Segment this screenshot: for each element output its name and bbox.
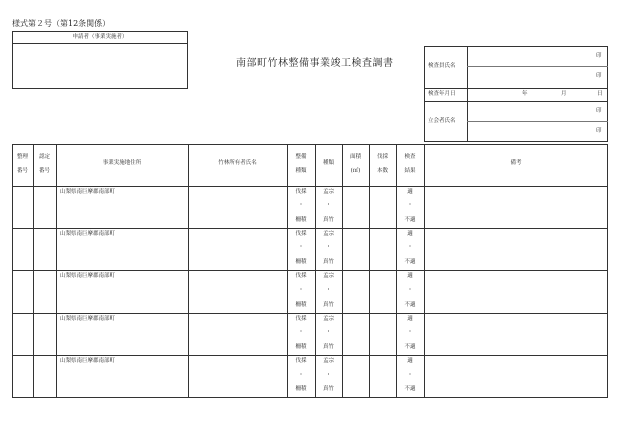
date-label: 検査年月日 xyxy=(428,91,456,97)
row-take-a: 孟宗 xyxy=(322,316,334,322)
header-nintei-1: 認定 xyxy=(38,154,50,160)
row-kensa-a: 適 xyxy=(407,189,413,195)
row-seibi-dot: ・ xyxy=(298,202,304,208)
row-location: 山梨県南巨摩郡南部町 xyxy=(60,273,116,279)
row-take-dot: ・ xyxy=(325,202,332,208)
inspector-label: 検査員氏名 xyxy=(428,63,456,69)
row-seibi-b: 柵積 xyxy=(295,386,307,392)
row-kensa-dot: ・ xyxy=(407,329,413,335)
header-row-bottom xyxy=(12,186,608,187)
col-divider xyxy=(188,144,189,398)
header-seibi-2: 種類 xyxy=(295,168,307,174)
row-take-a: 孟宗 xyxy=(322,358,334,364)
header-area-1: 面積 xyxy=(349,154,361,160)
row-kensa-b: 不適 xyxy=(404,217,416,223)
row-seibi-dot: ・ xyxy=(298,244,304,250)
row-divider xyxy=(12,270,608,271)
applicant-divider xyxy=(12,43,188,44)
row-take-b: 真竹 xyxy=(322,386,334,392)
row-take-dot: ・ xyxy=(325,372,332,378)
row-seibi-a: 伐採 xyxy=(295,231,307,237)
inspector-seal-1: 印 xyxy=(596,53,602,59)
row-seibi-dot: ・ xyxy=(298,372,304,378)
row-seibi-a: 伐採 xyxy=(295,358,307,364)
row-divider xyxy=(12,355,608,356)
header-seiri-1: 整理 xyxy=(16,154,28,160)
header-seiri-2: 番号 xyxy=(16,168,28,174)
row-take-a: 孟宗 xyxy=(322,273,334,279)
inspector-sub-divider xyxy=(467,66,608,67)
col-divider xyxy=(342,144,343,398)
row-seibi-b: 柵積 xyxy=(295,259,307,265)
date-month: 月 xyxy=(561,91,567,97)
header-bassai-1: 伐採 xyxy=(376,154,388,160)
row-take-dot: ・ xyxy=(325,329,332,335)
inspection-col-divider xyxy=(467,46,468,142)
header-kensa-2: 結果 xyxy=(404,168,416,174)
row-seibi-b: 柵積 xyxy=(295,302,307,308)
header-seibi-1: 整備 xyxy=(295,154,307,160)
row-take-b: 真竹 xyxy=(322,302,334,308)
row-seibi-a: 伐採 xyxy=(295,189,307,195)
header-nintei-2: 番号 xyxy=(38,168,50,174)
date-year: 年 xyxy=(522,91,528,97)
form-number: 様式第２号（第12条関係） xyxy=(12,19,111,28)
row-seibi-b: 柵積 xyxy=(295,217,307,223)
witness-seal-1: 印 xyxy=(596,108,602,114)
row-seibi-b: 柵積 xyxy=(295,344,307,350)
row-seibi-dot: ・ xyxy=(298,329,304,335)
header-location: 事業実施地住所 xyxy=(102,160,142,166)
date-day: 日 xyxy=(597,91,603,97)
row-kensa-a: 適 xyxy=(407,358,413,364)
document-title: 南部町竹林整備事業竣工検査調書 xyxy=(236,58,394,69)
row-take-dot: ・ xyxy=(325,287,332,293)
header-owner: 竹林所有者氏名 xyxy=(218,160,257,166)
row-kensa-dot: ・ xyxy=(407,202,413,208)
header-bassai-2: 本数 xyxy=(376,168,388,174)
row-kensa-dot: ・ xyxy=(407,244,413,250)
header-remarks: 備考 xyxy=(510,160,522,166)
row-take-dot: ・ xyxy=(325,244,332,250)
row-seibi-dot: ・ xyxy=(298,287,304,293)
witness-seal-2: 印 xyxy=(596,128,602,134)
row-divider xyxy=(12,228,608,229)
header-take: 種類 xyxy=(322,160,334,166)
header-kensa-1: 検査 xyxy=(404,154,416,160)
row-take-a: 孟宗 xyxy=(322,231,334,237)
col-divider xyxy=(369,144,370,398)
inspector-bottom xyxy=(424,88,608,89)
row-take-b: 真竹 xyxy=(322,344,334,350)
row-divider xyxy=(12,313,608,314)
row-kensa-b: 不適 xyxy=(404,386,416,392)
applicant-label: 申請者（事業実施者） xyxy=(72,34,128,40)
row-location: 山梨県南巨摩郡南部町 xyxy=(60,189,116,195)
header-area-2: (㎡) xyxy=(350,168,361,174)
col-divider xyxy=(424,144,425,398)
witness-label: 立会者氏名 xyxy=(428,118,456,124)
row-location: 山梨県南巨摩郡南部町 xyxy=(60,231,116,237)
row-location: 山梨県南巨摩郡南部町 xyxy=(60,358,116,364)
row-kensa-dot: ・ xyxy=(407,287,413,293)
row-seibi-a: 伐採 xyxy=(295,316,307,322)
row-take-b: 真竹 xyxy=(322,259,334,265)
row-kensa-a: 適 xyxy=(407,316,413,322)
row-kensa-b: 不適 xyxy=(404,259,416,265)
row-kensa-a: 適 xyxy=(407,273,413,279)
row-kensa-b: 不適 xyxy=(404,344,416,350)
row-location: 山梨県南巨摩郡南部町 xyxy=(60,316,116,322)
row-seibi-a: 伐採 xyxy=(295,273,307,279)
row-kensa-dot: ・ xyxy=(407,372,413,378)
row-take-a: 孟宗 xyxy=(322,189,334,195)
date-bottom xyxy=(424,101,608,102)
row-kensa-a: 適 xyxy=(407,231,413,237)
row-take-b: 真竹 xyxy=(322,217,334,223)
col-divider xyxy=(33,144,34,398)
inspector-seal-2: 印 xyxy=(596,73,602,79)
col-divider xyxy=(56,144,57,398)
row-kensa-b: 不適 xyxy=(404,302,416,308)
witness-sub-divider xyxy=(467,121,608,122)
